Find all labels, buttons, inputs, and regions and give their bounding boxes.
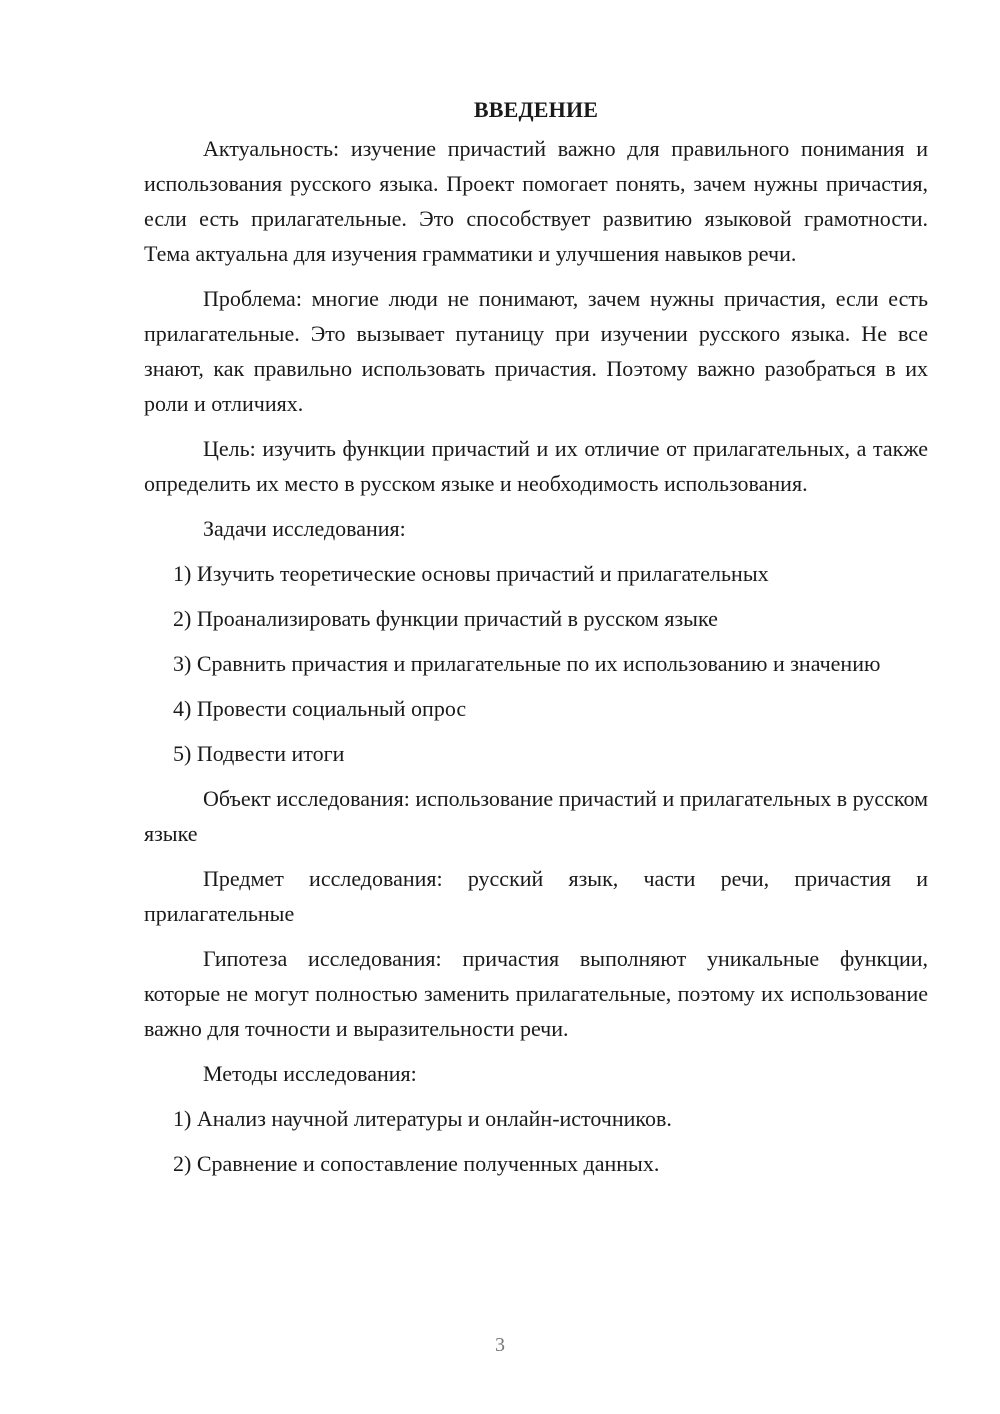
hypothesis-paragraph: Гипотеза исследования: причастия выполняют уникальные функции, которые не могут полностью заменить прилагательные, поэтому их использование важно для точности и выразительности речи. — [144, 946, 928, 1041]
object-paragraph: Объект исследования: использование причастий и прилагательных в русском языке — [144, 786, 928, 846]
methods-label: Методы исследования: — [203, 1061, 417, 1086]
task-item: 3) Сравнить причастия и прилагательные по их использованию и значению — [173, 651, 881, 676]
task-item: 2) Проанализировать функции причастий в русском языке — [173, 606, 718, 631]
page-number: 3 — [495, 1334, 505, 1356]
problem-paragraph: Проблема: многие люди не понимают, зачем нужны причастия, если есть прилагательные. Это вызывает путаницу при изучении русского языка. Не все знают, как правильно использовать причастия. Поэтому важно разобраться в их роли и отличиях. — [144, 286, 928, 416]
tasks-label: Задачи исследования: — [203, 516, 406, 541]
task-item: 1) Изучить теоретические основы причастий и прилагательных — [173, 561, 769, 586]
task-item: 4) Провести социальный опрос — [173, 696, 467, 721]
method-item: 2) Сравнение и сопоставление полученных данных. — [173, 1151, 660, 1176]
task-item: 5) Подвести итоги — [173, 741, 345, 766]
subject-paragraph: Предмет исследования: русский язык, части речи, причастия и прилагательные — [144, 866, 928, 926]
method-item: 1) Анализ научной литературы и онлайн-источников. — [173, 1106, 672, 1131]
goal-paragraph: Цель: изучить функции причастий и их отличие от прилагательных, а также определить их место в русском языке и необходимость использования. — [144, 436, 928, 496]
section-heading: ВВЕДЕНИЕ — [473, 97, 599, 122]
document-page — [144, 95, 928, 1191]
relevance-paragraph: Актуальность: изучение причастий важно для правильного понимания и использования русского языка. Проект помогает понять, зачем нужны причастия, если есть прилагательные. Это способствует развитию языковой грамотности. Тема актуальна для изучения грамматики и улучшения навыков речи. — [144, 136, 928, 266]
